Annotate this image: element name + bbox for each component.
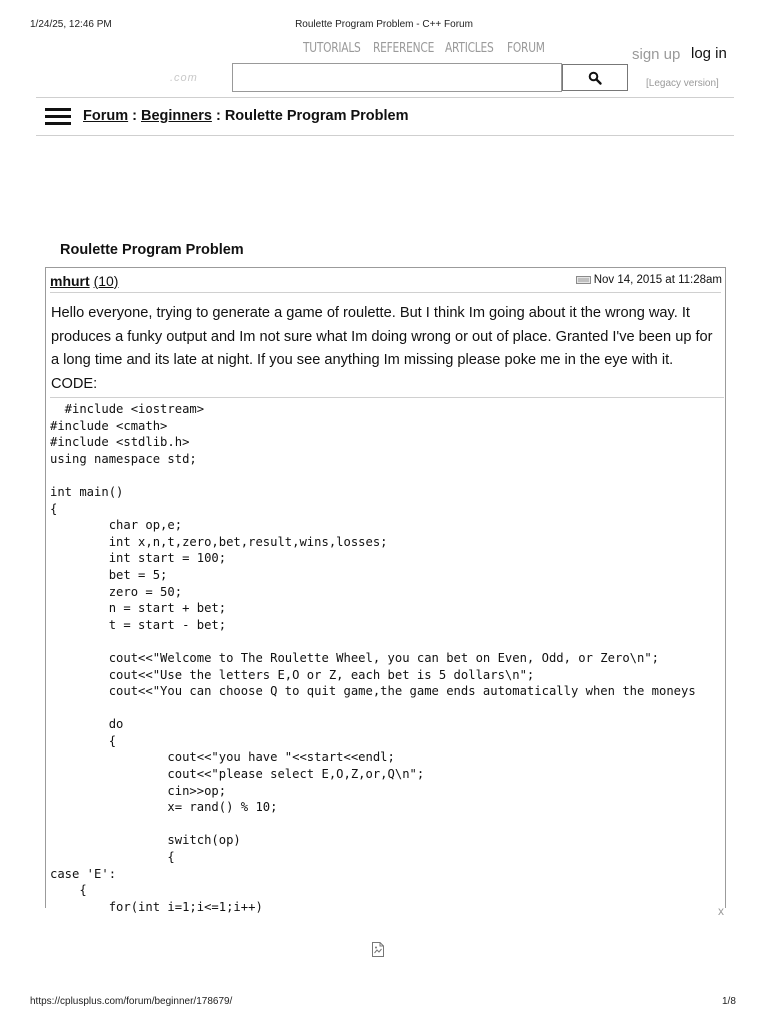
legacy-version-link[interactable]: [Legacy version] — [646, 78, 719, 89]
code-block: #include <iostream> #include <cmath> #include <stdlib.h> using namespace std; int main() { char op,e; int x,n,t,zero,bet,result,wins,losses; int start = 100; bet = 5; zero = 50; n = start + bet; t = start - bet; cout<<"Welcome to The Roulette Wheel, you can bet on Even, Odd, or Zero\n"; cout<<"Use the letters E,O or Z, each bet is 5 dollars\n"; cout<<"You can choose Q to quit game,the game ends automatically when the moneys do { cout<<"you have "<<start<<endl; cout<<"please select E,O,Z,or,Q\n"; cin>>op; x= rand() % 10; switch(op) { case 'E': { for(int i=1;i<=1;i++) — [50, 402, 696, 914]
edited-icon — [576, 276, 591, 284]
breadcrumb-separator: : — [128, 108, 141, 124]
site-logo-suffix: .com — [170, 72, 198, 84]
breadcrumb-forum[interactable]: Forum — [83, 108, 129, 124]
nav-reference[interactable]: REFERENCE — [373, 41, 435, 56]
search-icon — [588, 71, 602, 85]
nav-articles[interactable]: ARTICLES — [445, 41, 494, 56]
author-name[interactable]: mhurt — [50, 273, 90, 289]
divider-breadcrumb — [36, 135, 734, 136]
close-ad-button[interactable]: x — [718, 904, 724, 918]
top-nav — [303, 41, 563, 61]
post-date: Nov 14, 2015 at 11:28am — [593, 274, 722, 286]
code-divider — [50, 397, 724, 398]
nav-forum[interactable]: FORUM — [507, 41, 545, 56]
nav-tutorials[interactable]: TUTORIALS — [303, 41, 361, 56]
search-button[interactable] — [562, 64, 628, 91]
menu-icon[interactable] — [45, 107, 71, 125]
print-page-number: 1/8 — [722, 996, 736, 1007]
login-link[interactable]: log in — [691, 45, 727, 62]
forum-post — [45, 267, 726, 914]
search-input[interactable] — [232, 63, 562, 92]
print-url: https://cplusplus.com/forum/beginner/178679/ — [30, 996, 233, 1007]
breadcrumb — [83, 108, 409, 124]
broken-image-icon — [372, 942, 384, 962]
print-datetime: 1/24/25, 12:46 PM — [30, 19, 112, 30]
signup-link[interactable]: sign up — [632, 46, 681, 63]
breadcrumb-current: Roulette Program Problem — [224, 108, 409, 124]
post-header-divider — [50, 292, 721, 293]
print-page-title: Roulette Program Problem - C++ Forum — [295, 19, 473, 30]
breadcrumb-beginners[interactable]: Beginners — [141, 108, 212, 124]
divider-top — [36, 97, 734, 98]
post-author[interactable] — [50, 273, 118, 289]
post-date-area — [576, 274, 722, 286]
breadcrumb-separator: : — [211, 108, 225, 124]
author-post-count[interactable]: (10) — [93, 273, 119, 289]
thread-title: Roulette Program Problem — [60, 242, 244, 258]
post-body: Hello everyone, trying to generate a game of roulette. But I think Im going about it the wrong way. It produces a funky output and Im not sure what Im doing wrong or out of place. Granted I've been up for a long time and its late at night. If you see anything Im missing please poke me in the eye with it. CODE: — [51, 305, 713, 392]
